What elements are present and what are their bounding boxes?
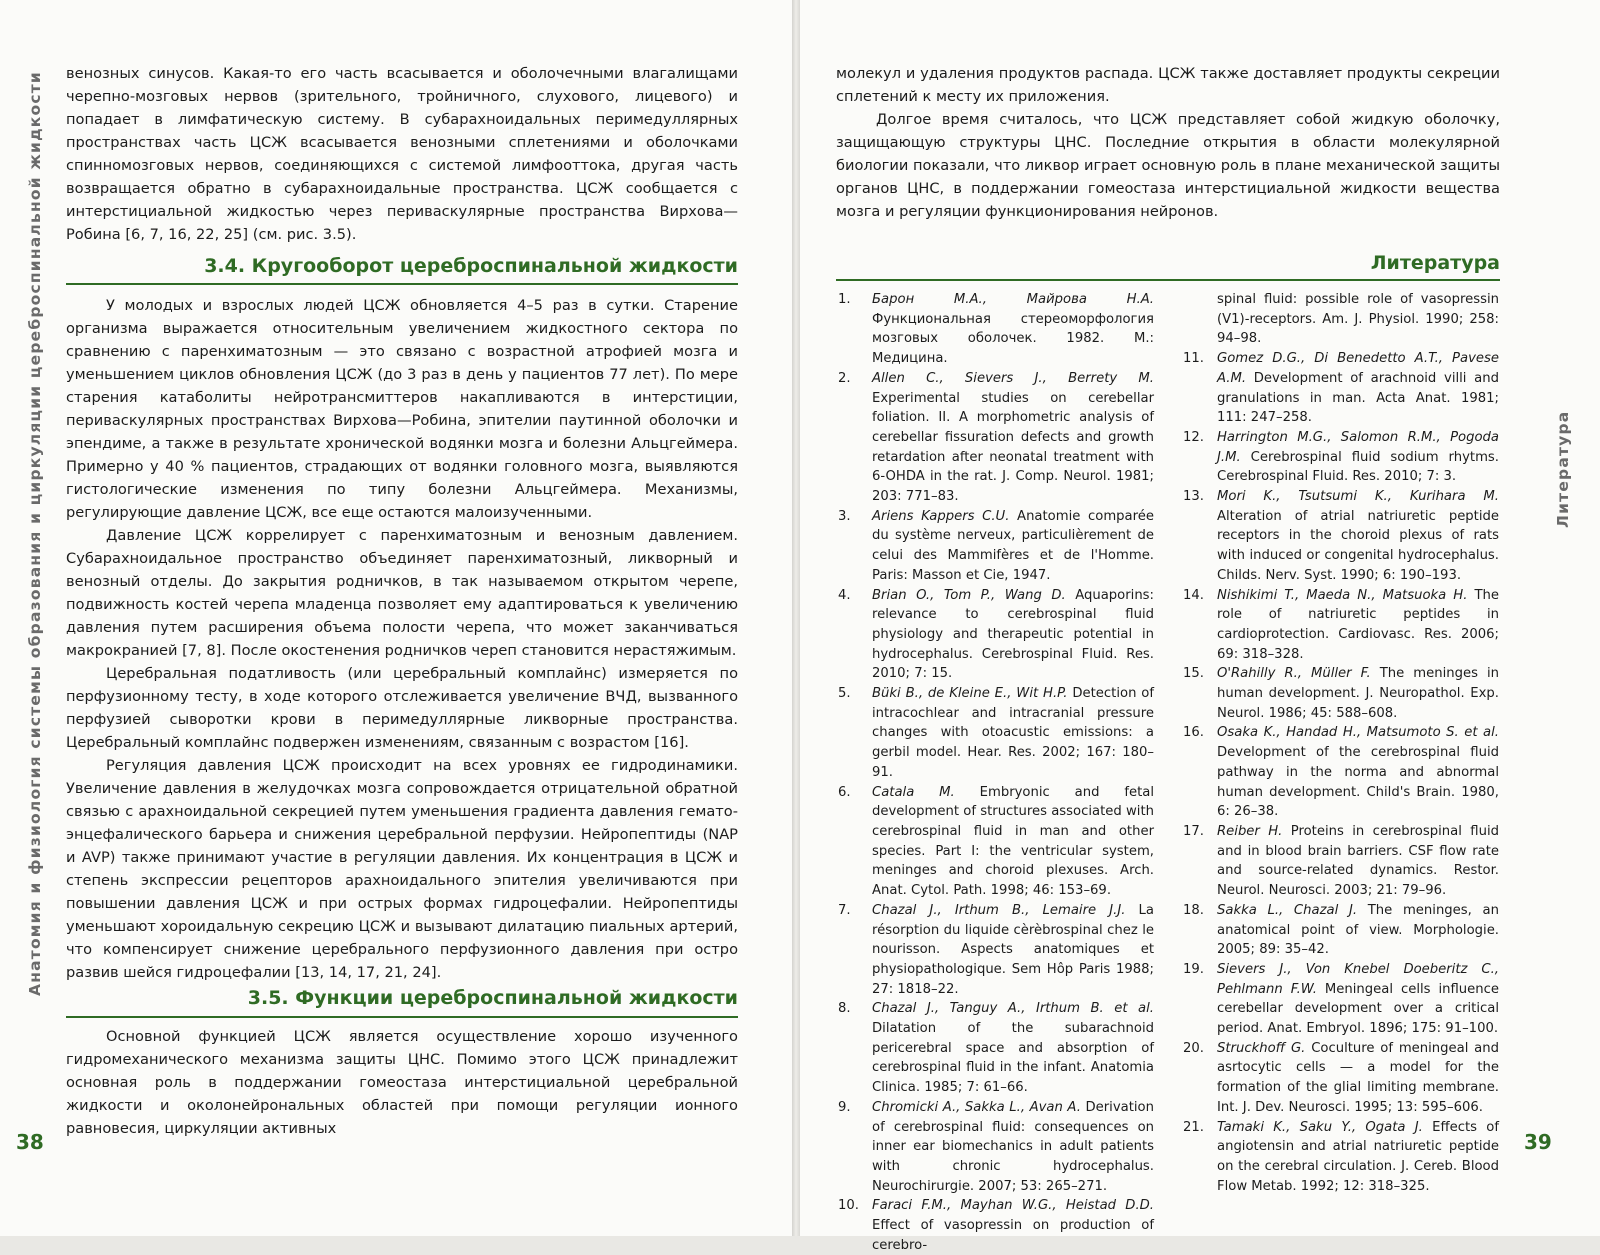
- references-column-2: [1181, 290, 1499, 1196]
- section-3-4-paragraph-4: Регуляция давления ЦСЖ происходит на всех уровнях ее гидродинамики. Увеличение давления в желудочках мозга сопровождается отрицательной обратной связью с арахноидальной секрецией путем уменьшения градиента давления гемато-энцефалического барьера и снижения церебральной перфузии. Нейропептиды (NAP и AVP) также принимают участие в регуляции давления. Их концентрация в ЦСЖ и степень экспрессии рецепторов арахноидального эпителия увеличиваются при повышении давления ЦСЖ и при острых формах гидроцефалии. Нейропептиды уменьшают хороидальную секрецию ЦСЖ и вызывают дилатацию пиальных артерий, что компенсирует снижение церебрального перфузионного давления при остро развив шейся гидроцефалии [13, 14, 17, 21, 24].: [66, 757, 738, 981]
- reference-item: 7. Chazal J., Irthum B., Lemaire J.J. La résorption du liquide cèrèbrospinal chez le nourisson. Aspects anatomiques et physiopathologique. Sem Hôp Paris 1988; 27: 1818–22.: [838, 902, 1154, 997]
- section-3-5-paragraph: Основной функцией ЦСЖ является осуществление хорошо изученного гидромеханического механизма защиты ЦНС. Помимо этого ЦСЖ принадлежит основная роль в поддержании гомеостаза интерстициальной церебральной жидкости и околонейрональных областей при помощи регуляции ионного равновесия, циркуляции активных: [66, 1028, 738, 1137]
- section-title-3-5: 3.5. Функции цереброспинальной жидкости: [247, 987, 738, 1009]
- right-page: [800, 0, 1600, 1253]
- left-intro-paragraph: венозных синусов. Какая-то его часть всасывается и оболочечными влагалищами черепно-мозговых нервов (зрительного, тройничного, слухового, лицевого) и попадает в лимфатическую систему. В субарахноидальных перимедуллярных пространствах часть ЦСЖ всасывается венозными сплетениями и оболочками спинномозговых нервов, соединяющихся с системой лимфооттока, другая часть возвращается обратно в субарахноидальные пространства. ЦСЖ сообщается с интерстициальной жидкостью через периваскулярные пространства Вирхова—Робина [6, 7, 16, 22, 25] (см. рис. 3.5).: [66, 65, 738, 243]
- reference-item: 20. Struckhoff G. Coculture of meningeal and asrtocytic cells — a model for the formation of the glial limiting membrane. Int. J. Dev. Neurosci. 1995; 13: 595–606.: [1183, 1040, 1499, 1115]
- reference-item: 5. Büki B., de Kleine E., Wit H.P. Detection of intracochlear and intracranial pressure changes with otoacustic emissions: a gerbil model. Hear. Res. 2002; 167: 180–91.: [838, 686, 1155, 780]
- section-3-4-paragraph-3: Церебральная податливость (или церебральный комплайнс) измеряется по перфузионному тесту, в ходе которого отслеживается увеличение ВЧД, вызванного перфузией сыворотки крови в перимедуллярные ликворные пространства. Церебральный комплайнс подвержен изменениям, связанным с возрастом [16].: [66, 665, 738, 751]
- section-rule-3-5: [66, 1016, 738, 1018]
- reference-item: 10. Faraci F.M., Mayhan W.G., Heistad D.D. Effect of vasopressin on production of cerebro-: [838, 1198, 1154, 1253]
- left-page: [0, 0, 792, 1236]
- reference-continuation: spinal fluid: possible role of vasopressin (V1)-receptors. Am. J. Physiol. 1990; 258: 94–98.: [1217, 292, 1499, 347]
- references-rule: [836, 279, 1500, 281]
- left-running-head: Анатомия и физиология системы образования и циркуляции цереброспинальной жидкости: [26, 71, 44, 996]
- reference-item: 19. Sievers J., Von Knebel Doeberitz C., Pehlmann F.W. Meningeal cells influence cerebellar development over a critical period. Anat. Embryol. 1896; 175: 91–100.: [1183, 961, 1499, 1037]
- reference-item: 1. Барон М.А., Майрова Н.А. Функциональная стереоморфология мозговых оболочек. 1982. М.: Медицина.: [838, 292, 1154, 367]
- page-number-left: 38: [16, 1130, 44, 1154]
- reference-item: 4. Brian O., Tom P., Wang D. Aquaporins: relevance to cerebrospinal fluid physiology and therapeutic potential in hydrocephalus. Cerebrospinal Fluid. Res. 2010; 7: 15.: [838, 587, 1154, 682]
- section-3-4-paragraph-1: У молодых и взрослых людей ЦСЖ обновляется 4–5 раз в сутки. Старение организма выражается относительным увеличением жидкостного сектора по сравнению с паренхиматозным — это связано с возрастной атрофией мозга и уменьшением циклов обновления ЦСЖ (до 3 раз в день у пациентов 77 лет). По мере старения катаболиты нейротрансмиттеров накапливаются в интерстиции, периваскулярных пространствах Вирхова—Робина, эпителии паутинной оболочки и эпендиме, а также в результате хронической водянки мозга и болезни Альцгеймера. Примерно у 40 % пациентов, страдающих от водянки головного мозга, выявляются гистологические изменения по типу болезни Альцгеймера. Механизмы, регулирующие давление ЦСЖ, все еще остаются малоизученными.: [66, 297, 738, 521]
- right-intro-block: [836, 62, 1500, 223]
- left-intro-block: [66, 62, 738, 246]
- section-title-3-4: 3.4. Кругооборот цереброспинальной жидкости: [204, 255, 738, 277]
- reference-item: 21. Tamaki K., Saku Y., Ogata J. Effects of angiotensin and atrial natriuretic peptide on the cerebral circulation. J. Cereb. Blood Flow Metab. 1992; 12: 318–325.: [1183, 1119, 1499, 1194]
- reference-item: 2. Allen C., Sievers J., Berrety M. Experimental studies on cerebellar foliation. II. A morphometric analysis of cerebellar fissuration defects and growth retardation after neonatal treatment with 6-OHDA in the rat. J. Comp. Neurol. 1981; 203: 771–83.: [838, 370, 1154, 505]
- reference-item: 14. Nishikimi T., Maeda N., Matsuoka H. The role of natriuretic peptides in cardioprotection. Cardiovasc. Res. 2006; 69: 318–328.: [1183, 587, 1499, 662]
- section-3-5-body: [66, 1025, 738, 1140]
- section-rule-3-4: [66, 283, 738, 285]
- references-title: Литература: [1370, 252, 1500, 274]
- reference-item: 8. Chazal J., Tanguy A., Irthum B. et al. Dilatation of the subarachnoid pericerebral space and absorption of cerebrospinal fluid in the infant. Anatomia Clinica. 1985; 7: 61–66.: [838, 1001, 1154, 1096]
- reference-item: 12. Harrington M.G., Salomon R.M., Pogoda J.M. Cerebrospinal fluid sodium rhytms. Cerebrospinal Fluid. Res. 2010; 7: 3.: [1183, 429, 1499, 485]
- reference-item: 15. O'Rahilly R., Müller F. The meninges in human development. J. Neuropathol. Exp. Neurol. 1986; 45: 588–608.: [1183, 666, 1499, 721]
- section-3-4-body: [66, 294, 738, 984]
- reference-item: 11. Gomez D.G., Di Benedetto A.T., Pavese A.M. Development of arachnoid villi and granulations in man. Acta Anat. 1981; 111: 247–258.: [1183, 351, 1499, 426]
- reference-item: 17. Reiber H. Proteins in cerebrospinal fluid and in blood brain barriers. CSF flow rate and source-related dynamics. Restor. Neurol. Neurosci. 2003; 21: 79–96.: [1183, 823, 1499, 899]
- reference-item: 13. Mori K., Tsutsumi K., Kurihara M. Alteration of atrial natriuretic peptide receptors in the choroid plexus of rats with induced or congenital hydrocephalus. Childs. Nerv. Syst. 1990; 6: 190–193.: [1183, 489, 1499, 583]
- right-intro-paragraph-2: Долгое время считалось, что ЦСЖ представляет собой жидкую оболочку, защищающую структуры ЦНС. Последние открытия в области молекулярной биологии показали, что ликвор играет основную роль в плане механической защиты органов ЦНС, в поддержании гомеостаза интерстициальной жидкости вещества мозга и регуляции функционирования нейронов.: [836, 111, 1500, 220]
- book-gutter: [792, 0, 800, 1236]
- references-column-1: [836, 290, 1154, 1255]
- section-3-4-paragraph-2: Давление ЦСЖ коррелирует с паренхиматозным и венозным давлением. Субарахноидальное пространство объединяет паренхиматозный, ликворный и венозный отделы. До закрытия родничков, в так называемом открытом черепе, подвижность костей черепа младенца позволяет ему адаптироваться к увеличению давления путем расширения объема полости черепа, что может заканчиваться макрокранией [7, 8]. После окостенения родничков череп становится нерастяжимым.: [66, 527, 738, 659]
- reference-item: 9. Chromicki A., Sakka L., Avan A. Derivation of cerebrospinal fluid: consequences on inner ear biomechanics in adult patients with chronic hydrocephalus. Neurochirurgie. 2007; 53: 265–271.: [838, 1099, 1154, 1194]
- reference-item: 16. Osaka K., Handad H., Matsumoto S. et al. Development of the cerebrospinal fluid pathway in the norma and abnormal human development. Child's Brain. 1980, 6: 26–38.: [1183, 725, 1499, 820]
- reference-item: 6. Catala M. Embryonic and fetal development of structures associated with cerebrospinal fluid in man and other species. Part I: the ventricular system, meninges and choroid plexuses. Arch. Anat. Cytol. Path. 1998; 46: 153–69.: [838, 784, 1154, 899]
- reference-item: 18. Sakka L., Chazal J. The meninges, an anatomical point of view. Morphologie. 2005; 89: 35–42.: [1183, 902, 1499, 958]
- right-intro-paragraph-1: молекул и удаления продуктов распада. ЦСЖ также доставляет продукты секреции сплетений к месту их приложения.: [836, 65, 1500, 105]
- reference-item: 3. Ariens Kappers C.U. Anatomie comparée du système nerveux, particulièrement de celui des Mammifères et de l'Homme. Paris: Masson et Cie, 1947.: [838, 508, 1154, 583]
- right-running-head: Литература: [1554, 410, 1572, 528]
- page-number-right: 39: [1524, 1130, 1552, 1154]
